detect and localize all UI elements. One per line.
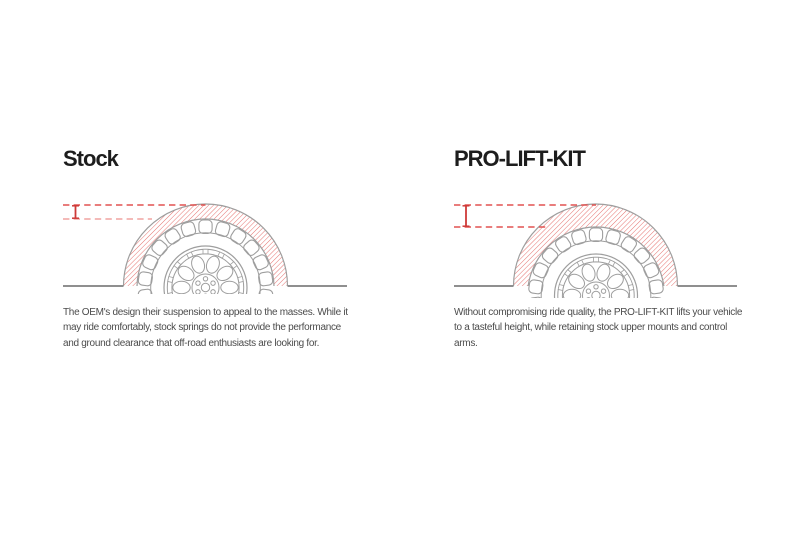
prolift-description-line: to a tasteful height, while retaining stock upper mounts and control bbox=[454, 322, 728, 334]
stock-description-line: and ground clearance that off-road enthusiasts are looking for. bbox=[63, 337, 320, 349]
stock-title: Stock bbox=[63, 146, 118, 171]
prolift-description-line: arms. bbox=[454, 337, 478, 349]
stock-gap-measure-bar bbox=[72, 206, 79, 218]
prolift-gap-measure-bar bbox=[463, 206, 470, 226]
prolift-description bbox=[454, 305, 799, 351]
prolift-title: PRO-LIFT-KIT bbox=[454, 146, 585, 171]
stock-description bbox=[63, 305, 408, 351]
prolift-description-line: Without compromising ride quality, the PRO-LIFT-KIT lifts your vehicle bbox=[454, 307, 743, 318]
stock-description-line: may ride comfortably, stock springs do not provide the performance bbox=[63, 322, 341, 334]
stock-description-line: The OEM's design their suspension to appeal to the masses. While it bbox=[63, 307, 348, 318]
